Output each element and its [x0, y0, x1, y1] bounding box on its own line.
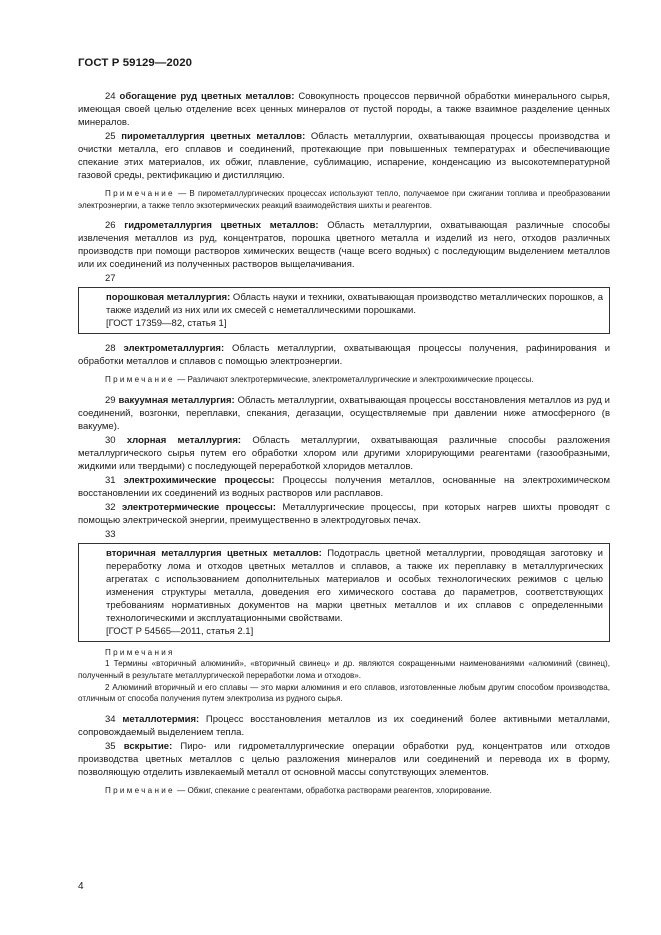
term-definition: Область металлургии, охватывающая процессы восстановления металлов из руд и соединений, возгонки, переплавки, спекания, дегазации, осуществляемые при давлении ниже атмосферного (в вакууме).: [78, 394, 610, 432]
term-number: 32: [105, 501, 116, 513]
term-entry-26: [78, 219, 610, 271]
note-item-2: 2 Алюминий вторичный и его сплавы — это марки алюминия и его сплавов, изготовленные любым другим способом производства, отличным от способа получения путем электролиза из рудного сырья.: [78, 682, 610, 704]
term-definition: Область металлургии, охватывающая процессы получения, рафинирования и обработки металлов и сплавов с помощью электроэнергии.: [78, 343, 611, 368]
term-source: [ГОСТ Р 54565—2011, статья 2.1]: [106, 625, 254, 637]
term-entry-30: [78, 434, 610, 473]
term-name: вскрытие:: [123, 740, 173, 752]
term-definition: Область науки и техники, охватывающая производство металлических порошков, а также изделий из них или их смесей с неметаллическими порошками.: [106, 292, 603, 317]
term-number: 35: [105, 740, 116, 752]
term-definition: Процессы получения металлов, основанные на электрохимическом восстановлении их соединений из водных растворов или расплавов.: [78, 474, 610, 499]
term-entry-33: [106, 547, 603, 625]
terms-content: [78, 90, 610, 796]
term-name: электротермические процессы:: [122, 501, 276, 513]
term-definition: Подотрасль цветной металлургии, проводящая заготовку и переработку лома и отходов цветных металлов и сплавов, а также их переплавку в металлургических агрегатах с использованием дополнительных материалов и особых технологических режимов с целью изменения структуры металла, доведения его химического состава до параметров, соответствующих требованиям нормативных документов на марки цветных металлов и их сплавов с определенными технологическими и эксплуатационными свойствами.: [106, 547, 603, 624]
term-number: 30: [105, 434, 116, 446]
term-entry-31: [78, 474, 610, 500]
term-number: 34: [105, 713, 116, 725]
term-number: 29: [105, 394, 116, 406]
note-label: Примечание: [105, 189, 175, 198]
term-number: 31: [105, 474, 116, 486]
term-number: 24: [105, 91, 116, 102]
term-number: 26: [105, 220, 116, 232]
term-entry-28: [78, 342, 610, 368]
note-35: [78, 785, 610, 797]
notes-33: [78, 647, 610, 705]
term-name: металлотермия:: [122, 713, 200, 725]
term-definition: Область металлургии, охватывающая различные способы разложения металлургического сырья путем его обработки хлором или другими хлорирующими реагентами (газообразными, жидкими или твердыми) с последующей переработкой хлоридов металлов.: [78, 434, 610, 472]
note-item-1: 1 Термины «вторичный алюминий», «вторичный свинец» и др. являются сокращенными наименованиями «алюминий (свинец), полученный в результате металлургической переработки лома и отходов».: [78, 659, 610, 680]
page-number: 4: [78, 881, 84, 892]
term-entry-25: [78, 130, 610, 182]
note-text: — В пирометаллургических процессах используют тепло, получаемое при сжигании топлива и преобразовании электроэнергии, а также тепло экзотермических реакций взаимодействия шихты и реагентов.: [78, 189, 610, 210]
term-name: электрохимические процессы:: [123, 474, 275, 486]
term-entry-24: [78, 90, 610, 129]
term-name: электрометаллургия:: [123, 343, 225, 355]
term-name: обогащение руд цветных металлов:: [119, 91, 295, 102]
term-entry-27: [106, 291, 603, 317]
term-entry-29: [78, 394, 610, 433]
term-definition: Область металлургии, охватывающая различные способы извлечения металлов из руд, концентратов, порошка цветного металла и изделий из него, отходов различных производств при помощи растворов химических веществ (чаще всего водных) с последующим выделением металлов или их соединений из полученных растворов выщелачивания.: [78, 220, 611, 271]
term-definition: Металлургические процессы, при которых нагрев шихты проводят с помощью электрической энергии, преимущественно в электродуговых печах.: [78, 501, 611, 526]
term-source: [ГОСТ 17359—82, статья 1]: [106, 318, 227, 330]
note-label: Примечание: [105, 785, 175, 795]
term-box-33: [78, 543, 610, 642]
note-25: [78, 188, 610, 211]
term-definition: Процесс восстановления металлов из их соединений более активными металлами, сопровождаемый выделением тепла.: [78, 713, 611, 738]
term-entry-35: [78, 740, 610, 779]
term-box-27: [78, 287, 610, 334]
term-number: 28: [105, 343, 116, 355]
standard-header: ГОСТ Р 59129—2020: [78, 57, 193, 69]
note-28: [78, 374, 610, 386]
term-definition: Совокупность процессов первичной обработки минерального сырья, имеющая своей целью отделение всех ценных минералов от пустой породы, а также взаимное разделение ценных минералов.: [78, 91, 611, 128]
term-name: хлорная металлургия:: [126, 434, 242, 446]
term-name: порошковая металлургия:: [106, 292, 231, 304]
term-entry-34: [78, 713, 610, 739]
notes-label: Примечания: [105, 647, 175, 657]
term-name: пирометаллургия цветных металлов:: [121, 131, 306, 142]
term-number: 25: [105, 131, 116, 142]
term-name: вторичная металлургия цветных металлов:: [106, 547, 322, 559]
term-number-33: 33: [105, 528, 116, 540]
term-definition: Пиро- или гидрометаллургические операции обработки руд, концентратов или отходов производства цветных металлов с целью разложения минералов или соединений и перевода их в форму, позволяющую отделить извлекаемый металл от основной массы сопутствующих элементов.: [78, 740, 611, 778]
term-name: вакуумная металлургия:: [118, 394, 235, 406]
term-number-27: 27: [105, 273, 116, 285]
term-name: гидрометаллургия цветных металлов:: [124, 220, 319, 232]
term-definition: Область металлургии, охватывающая процессы производства и очистки металла, его сплавов и соединений, протекающие при повышенных температурах и обеспечивающие спекание этих материалов, их обжиг, плавление, сублимацию, испарение, конденсацию из высокотемпературной газовой среды, ректификацию и дистилляцию.: [78, 131, 611, 181]
term-entry-32: [78, 501, 610, 527]
note-text: — Различают электротермические, электрометаллургические и электрохимические процессы.: [174, 375, 534, 385]
note-label: Примечание: [105, 375, 175, 385]
note-text: — Обжиг, спекание с реагентами, обработка растворами реагентов, хлорирование.: [174, 785, 492, 795]
